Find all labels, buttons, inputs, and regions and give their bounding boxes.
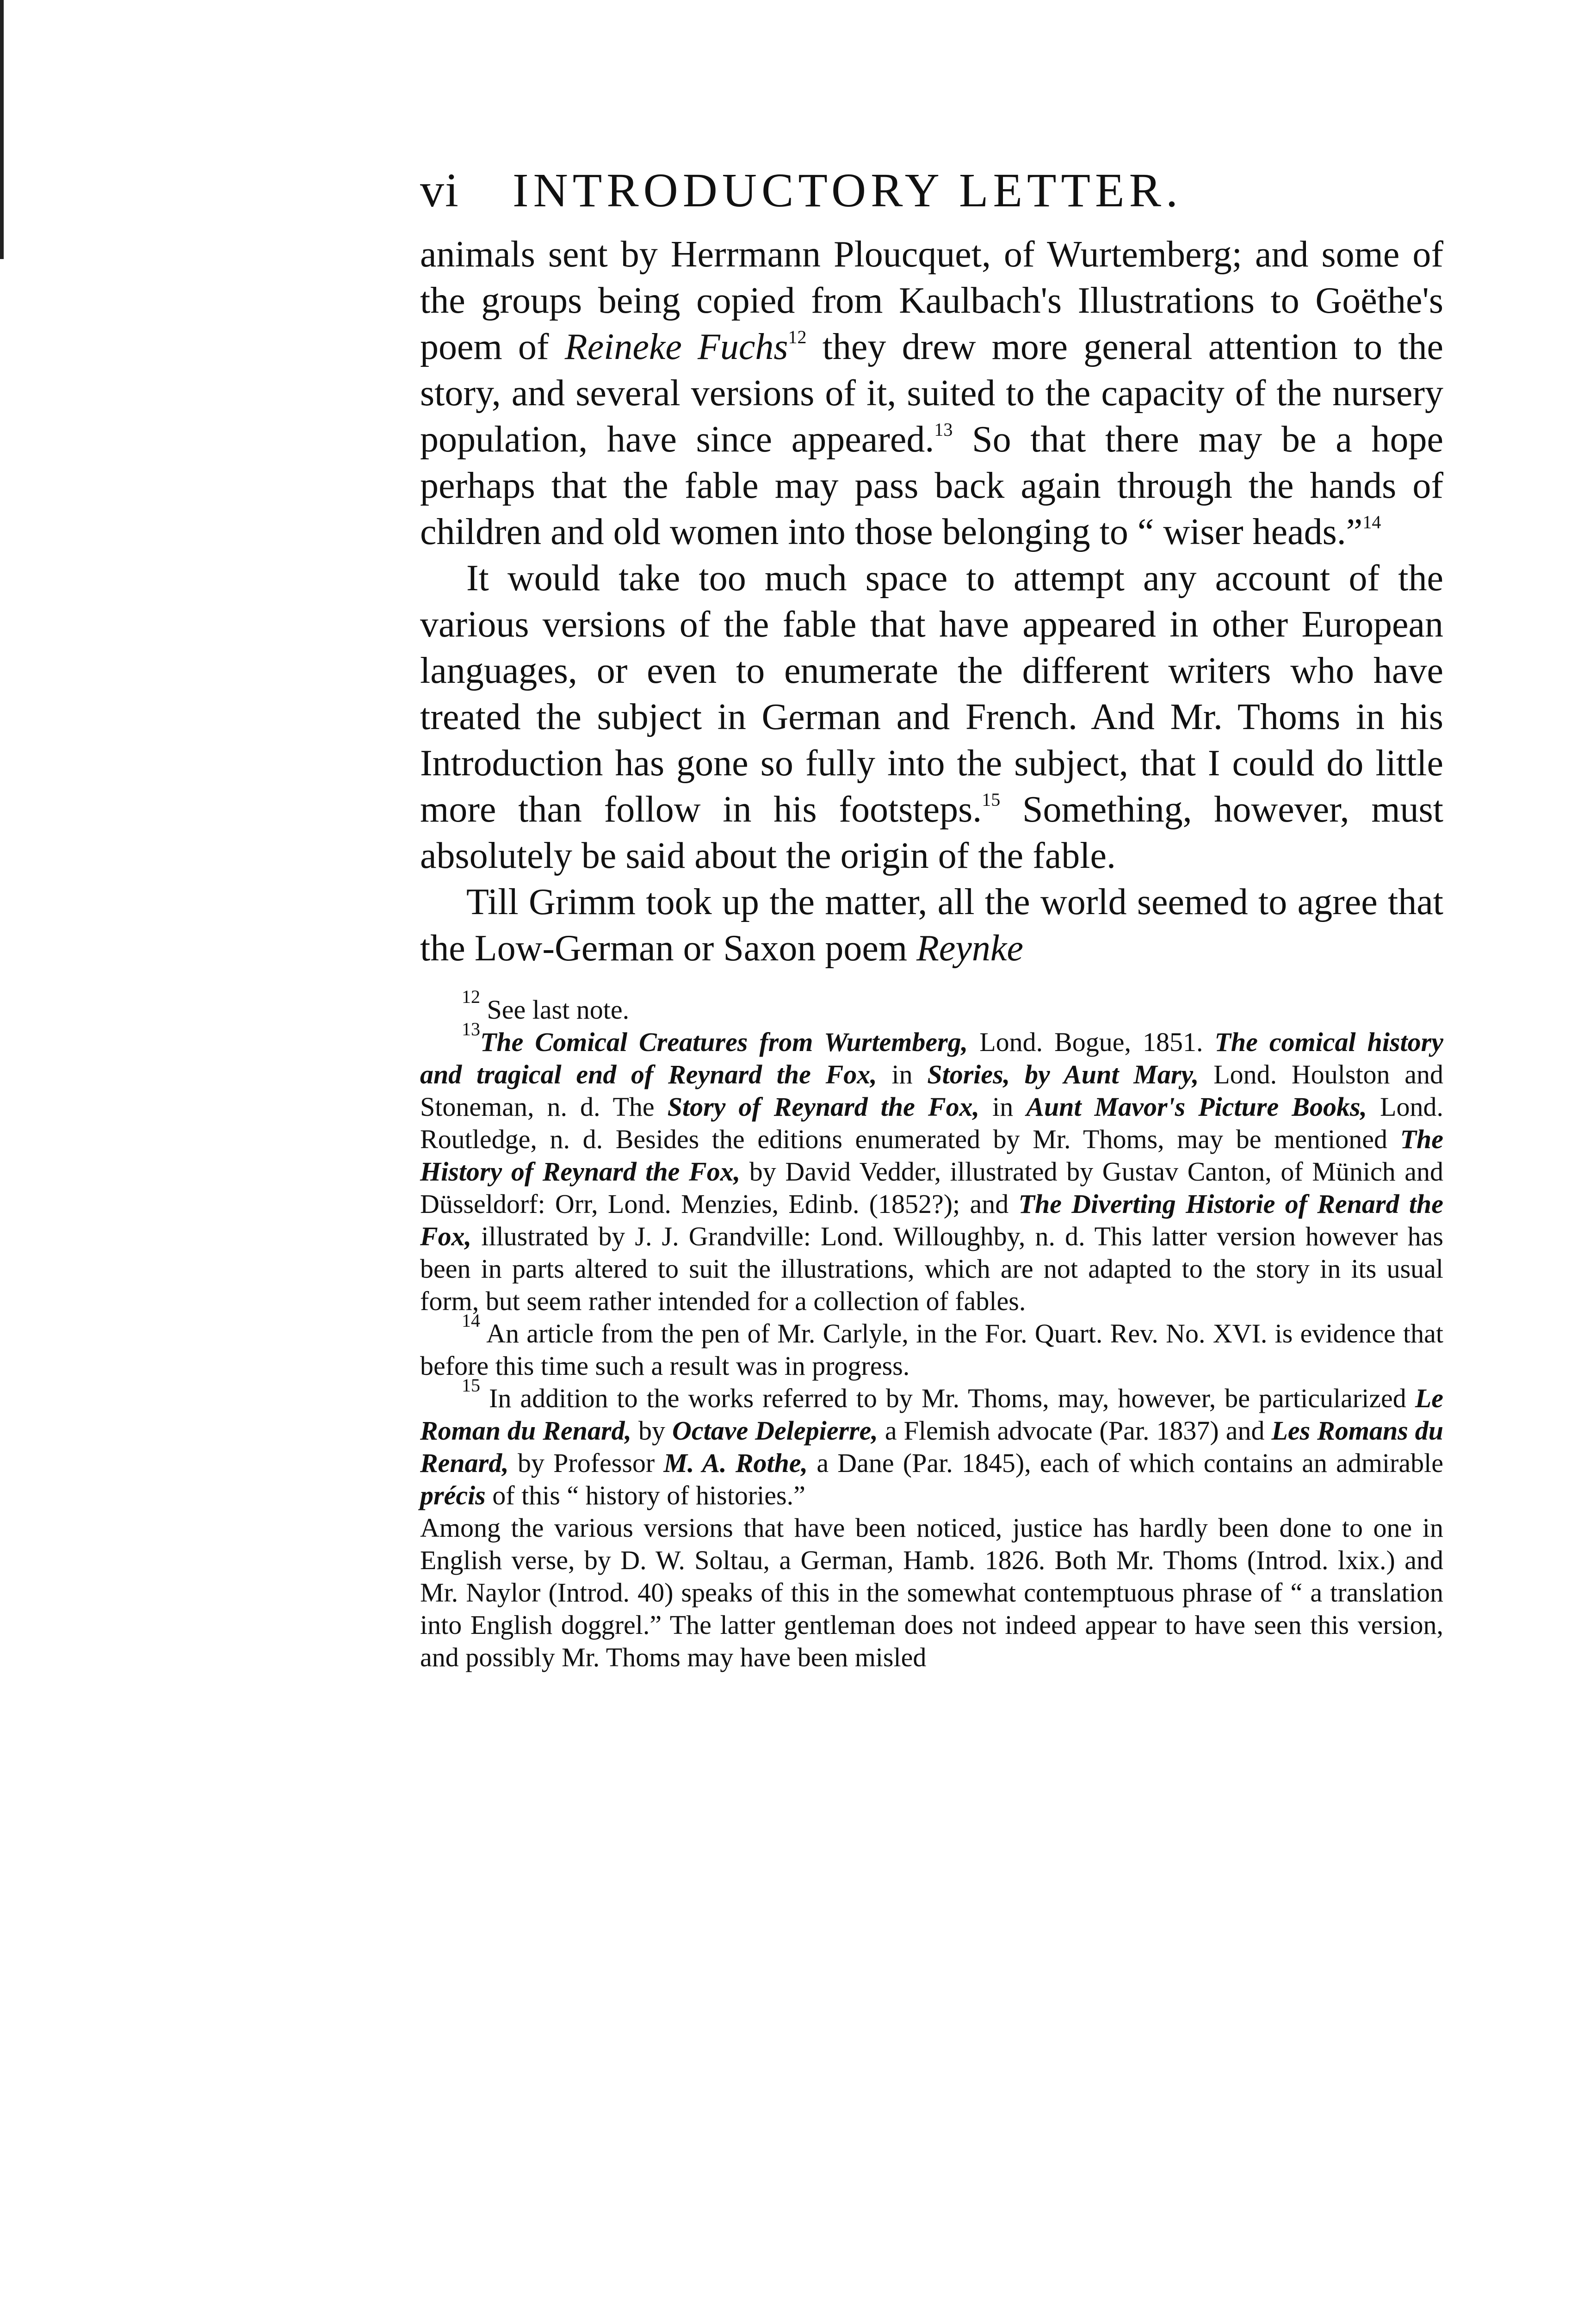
footnote-number: 12: [462, 986, 480, 1007]
footnote-text: illustrated by J. J. Grandville: Lond. Willoughby, n. d. This latter version however has been in parts altered to suit the illustrations, which are not adapted to the story in its usual form, but seem rather intended for a collection of fables.: [420, 1221, 1443, 1316]
book-page: [420, 163, 1443, 1674]
text-run: Something, however, must absolutely be said about the origin of the fable.: [420, 789, 1443, 876]
main-text: [420, 231, 1443, 971]
italic-title: Reynke: [916, 928, 1023, 969]
footnote-number: 15: [462, 1375, 480, 1396]
text-run: So that there may be a hope perhaps that the fable may pass back again through the hands of children and old women into those belonging to “ wiser heads.”: [420, 419, 1444, 552]
footnote-14: [420, 1310, 1443, 1382]
italic-title: Le Roman du Renard,: [420, 1383, 1443, 1446]
footnote-text: in: [877, 1059, 928, 1089]
italic-title: The Comical Creatures from Wurtemberg,: [480, 1027, 968, 1057]
page-edge-mark: [0, 0, 4, 259]
footnote-ref: 12: [788, 327, 807, 347]
text-run: they drew more general attention to the story, and several versions of it, suited to the capacity of the nursery population, have since appeared.: [420, 327, 1444, 460]
page-number: vi: [420, 164, 459, 217]
footnote-continuation: Among the various versions that have been noticed, justice has hardly been done to one in English verse, by D. W. Soltau, a German, Hamb. 1826. Both Mr. Thoms (Introd. lxix.) and Mr. Naylor (Introd. 40) speaks of this in the somewhat contemptuous phrase of “ a translation into English doggrel.” The latter gentleman does not indeed appear to have seen this version, and possibly Mr. Thoms may have been misled: [420, 1513, 1443, 1672]
footnote-text: a Flemish advocate (Par. 1837) and: [878, 1416, 1272, 1446]
footnote-text: Lond. Houlston and Stoneman, n. d. The: [420, 1059, 1444, 1122]
italic-title: Reineke Fuchs: [564, 327, 788, 367]
running-header: [420, 163, 1443, 223]
footnote-text: Lond. Bogue, 1851.: [968, 1027, 1215, 1057]
footnote-number: 14: [462, 1310, 480, 1331]
italic-title: M. A. Rothe,: [663, 1448, 808, 1478]
text-run: animals sent by Herrmann Ploucquet, of Wurtemberg; and some of the groups being copied from Kaulbach's Illustrations to Goëthe's poem of: [420, 234, 1443, 367]
italic-title: Story of Reynard the Fox,: [667, 1092, 980, 1122]
footnotes: [420, 986, 1444, 1674]
italic-title: The History of Reynard the Fox,: [420, 1124, 1443, 1187]
footnote-12: [420, 986, 1443, 1026]
footnote-text: An article from the pen of Mr. Carlyle, in the For. Quart. Rev. No. XVI. is evidence that before this time such a result was in progress.: [420, 1318, 1443, 1381]
paragraph-1: [420, 231, 1443, 555]
italic-title: Aunt Mavor's Picture Books,: [1026, 1092, 1367, 1122]
italic-title: Stories, by Aunt Mary,: [927, 1059, 1199, 1089]
text-run: Till Grimm took up the matter, all the world seemed to agree that the Low-German or Saxon poem: [420, 882, 1443, 969]
footnote-text: by Professor: [508, 1448, 664, 1478]
footnote-ref: 14: [1362, 512, 1381, 532]
italic-title: Les Romans du Renard,: [420, 1416, 1444, 1478]
footnote-text: in: [979, 1092, 1027, 1122]
italic-title: The Diverting Historie of Renard the Fox,: [420, 1189, 1443, 1251]
italic-title: précis: [420, 1480, 486, 1510]
paragraph-2: [420, 555, 1443, 879]
italic-title: The comical history and tragical end of Reynard the Fox,: [420, 1027, 1443, 1089]
footnote-text: See last note.: [480, 995, 630, 1025]
footnote-13: [420, 1019, 1444, 1317]
paragraph-3: [420, 879, 1443, 971]
footnote-number: 13: [462, 1019, 480, 1039]
footnote-text: of this “ history of histories.”: [485, 1480, 805, 1510]
footnote-ref: 15: [982, 789, 1001, 810]
footnote-15: [420, 1375, 1444, 1512]
footnote-text: Lond. Routledge, n. d. Besides the editions enumerated by Mr. Thoms, may be mentioned: [420, 1092, 1443, 1154]
footnote-ref: 13: [934, 419, 953, 440]
footnote-text: In addition to the works referred to by Mr. Thoms, may, however, be particularized: [480, 1383, 1415, 1413]
text-run: It would take too much space to attempt any account of the various versions of the fable that have appeared in other European languages, or even to enumerate the different writers who have treated the subject in German and French. And Mr. Thoms in his Introduction has gone so fully into the subject, that I could do little more than follow in his footsteps.: [420, 558, 1443, 830]
italic-title: Octave Delepierre,: [672, 1416, 878, 1446]
running-title: INTRODUCTORY LETTER.: [513, 164, 1182, 217]
footnote-text: by David Vedder, illustrated by Gustav Canton, of Münich and Düsseldorf: Orr, Lond. Menzies, Edinb. (1852?); and: [420, 1156, 1444, 1219]
footnote-text: a Dane (Par. 1845), each of which contains an admirable: [808, 1448, 1443, 1478]
footnote-text: by: [631, 1416, 672, 1446]
